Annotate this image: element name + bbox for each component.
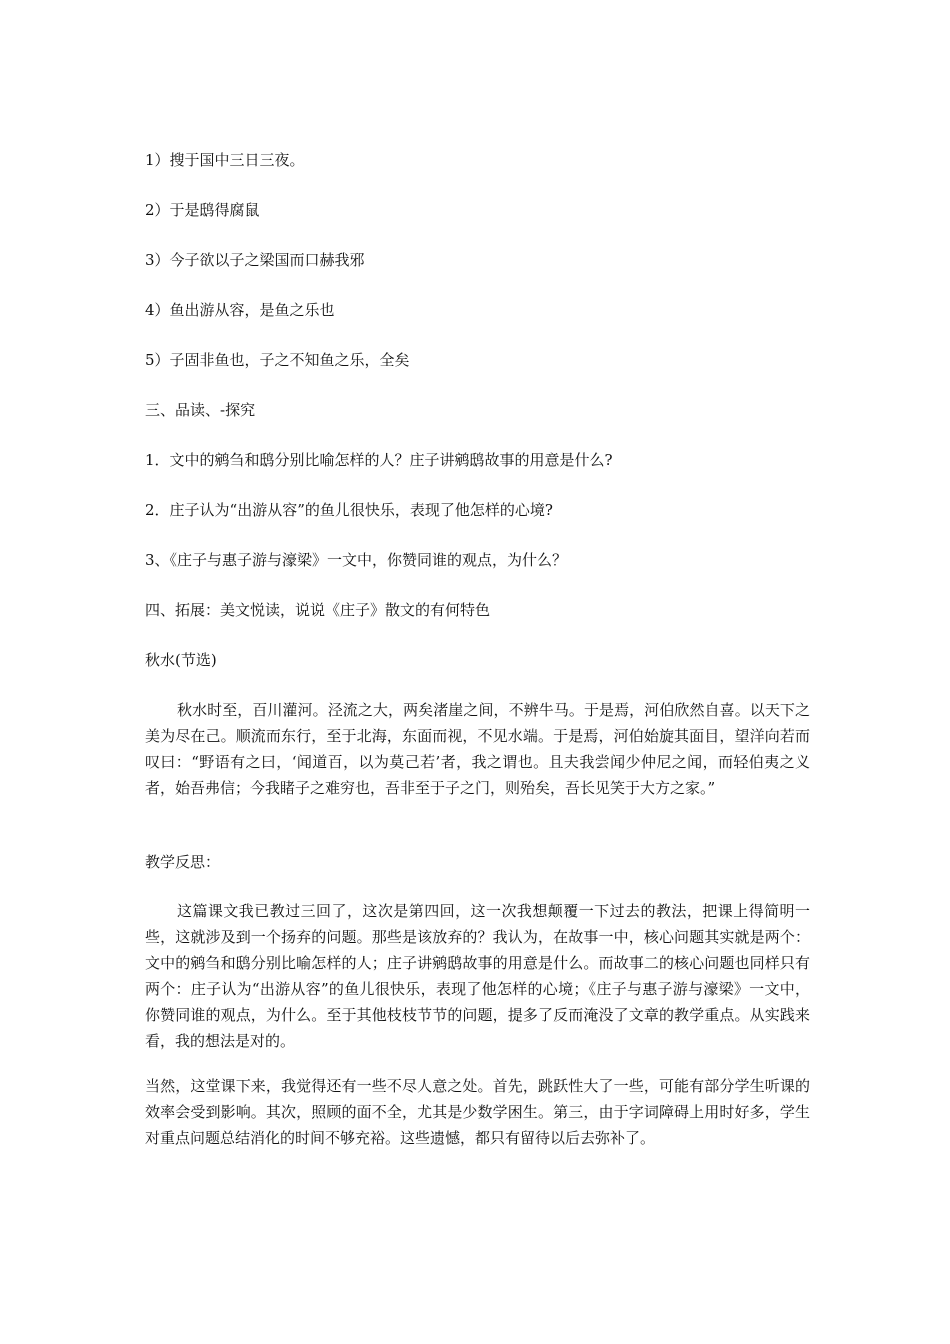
- answer-item-5: 5）子固非鱼也，子之不知鱼之乐，全矣: [145, 351, 410, 369]
- reflection-paragraph-1: 这篇课文我已教过三回了，这次是第四回，这一次我想颠覆一下过去的教法，把课上得简明一些，这就涉及到一个扬弃的问题。那些是该放弃的？我认为，在故事一中，核心问题其实就是两个：文中的鹓刍和鸱分别比喻怎样的人；庄子讲鹓鸱故事的用意是什么。而故事二的核心问题也同样只有两个：庄子认为“出游从容”的鱼儿很快乐，表现了他怎样的心境；《庄子与惠子游与濠梁》一文中，你赞同谁的观点，为什么。至于其他枝枝节节的问题，提多了反而淹没了文章的教学重点。从实践来看，我的想法是对的。: [145, 902, 810, 1050]
- reflection-heading: 教学反思：: [145, 853, 221, 871]
- excerpt-paragraph: 秋水时至，百川灌河。泾流之大，两矣渚崖之间，不辨牛马。于是焉，河伯欣然自喜。以天下之美为尽在己。顺流而东行，至于北海，东面而视，不见水端。于是焉，河伯始旋其面目，望洋向若而叹曰：“野语有之曰，‘闻道百，以为莫己若’者，我之谓也。且夫我尝闻少仲尼之闻，而轻伯夷之义者，始吾弗信；今我睹子之难穷也，吾非至于子之门，则殆矣，吾长见笑于大方之家。”: [145, 701, 810, 797]
- reflection-paragraph-2: 当然，这堂课下来，我觉得还有一些不尽人意之处。首先，跳跃性大了一些，可能有部分学生听课的效率会受到影响。其次，照顾的面不全，尤其是少数学困生。第三，由于字词障碍上用时好多，学生对重点问题总结消化的时间不够充裕。这些遗憾，都只有留待以后去弥补了。: [145, 1077, 810, 1147]
- section3-heading: 三、品读、-探究: [145, 401, 256, 419]
- excerpt-title: 秋水(节选): [145, 651, 217, 669]
- answer-item-4: 4）鱼出游从容，是鱼之乐也: [145, 301, 335, 319]
- answer-item-3: 3）今子欲以子之梁国而口赫我邪: [145, 251, 365, 269]
- section4-heading: 四、拓展：美文悦读，说说《庄子》散文的有何特色: [145, 601, 491, 619]
- question-item-2: 2．庄子认为“出游从容”的鱼儿很快乐，表现了他怎样的心境?: [145, 501, 553, 519]
- answer-item-1: 1）搜于国中三日三夜。: [145, 151, 305, 169]
- answer-item-2: 2）于是鸱得腐鼠: [145, 201, 260, 219]
- question-item-1: 1．文中的鹓刍和鸱分别比喻怎样的人？庄子讲鹓鸱故事的用意是什么?: [145, 451, 613, 469]
- question-item-3: 3、《庄子与惠子游与濠梁》一文中，你赞同谁的观点，为什么？: [145, 551, 568, 569]
